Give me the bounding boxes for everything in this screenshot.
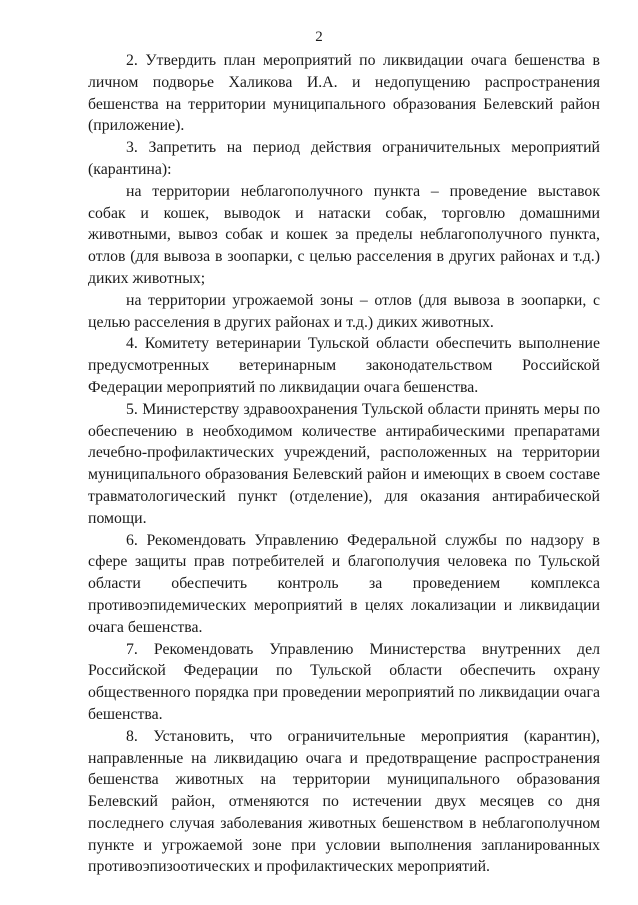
paragraph-item-6: 6. Рекомендовать Управлению Федеральной службы по надзору в сфере защиты прав потребителей и благополучия человека по Тульской области обеспечить контроль за проведением комплекса противоэпидемических мероприятий в целях локализации и ликвидации очага бешенства.	[88, 531, 600, 636]
paragraph-subitem-threatened-zone: на территории угрожаемой зоны – отлов (для вывоза в зоопарки, с целью расселения в других районах и т.д.) диких животных.	[88, 291, 600, 331]
paragraph-subitem-unsafe-point: на территории неблагополучного пункта – проведение выставок собак и кошек, выводок и натаски собак, торговлю домашними животными, вывоз собак и кошек за пределы неблагополучного пункта, отлов (для вывоза в зоопарки, с целью расселения в других районах и т.д.) диких животных;	[88, 182, 600, 287]
paragraph-item-4: 4. Комитету ветеринарии Тульской области обеспечить выполнение предусмотренных ветеринарным законодательством Российской Федерации мероприятий по ликвидации очага бешенства.	[88, 335, 600, 396]
paragraph-item-8: 8. Установить, что ограничительные мероприятия (карантин), направленные на ликвидацию очага и предотвращение распространения бешенства животных на территории муниципального образования Белевский район, отменяются по истечении двух месяцев со дня последнего случая заболевания животных бешенством в неблагополучном пункте и угрожаемой зоне при условии выполнения запланированных противоэпизоотических и профилактических мероприятий.	[88, 727, 600, 876]
document-body	[88, 50, 600, 878]
paragraph-item-2: 2. Утвердить план мероприятий по ликвидации очага бешенства в личном подворье Халикова И.А. и недопущению распространения бешенства на территории муниципального образования Белевский район (приложение).	[88, 52, 600, 135]
page-number: 2	[315, 29, 323, 45]
paragraph-item-5: 5. Министерству здравоохранения Тульской области принять меры по обеспечению в необходимом количестве антирабическими препаратами лечебно-профилактических учреждений, расположенных на территории муниципального образования Белевский район и имеющих в своем составе травматологический пункт (отделение), для оказания антирабической помощи.	[88, 400, 600, 527]
paragraph-item-7: 7. Рекомендовать Управлению Министерства внутренних дел Российской Федерации по Тульской области обеспечить охрану общественного порядка при проведении мероприятий по ликвидации очага бешенства.	[88, 640, 600, 723]
paragraph-item-3: 3. Запретить на период действия ограничительных мероприятий (карантина):	[88, 139, 600, 178]
